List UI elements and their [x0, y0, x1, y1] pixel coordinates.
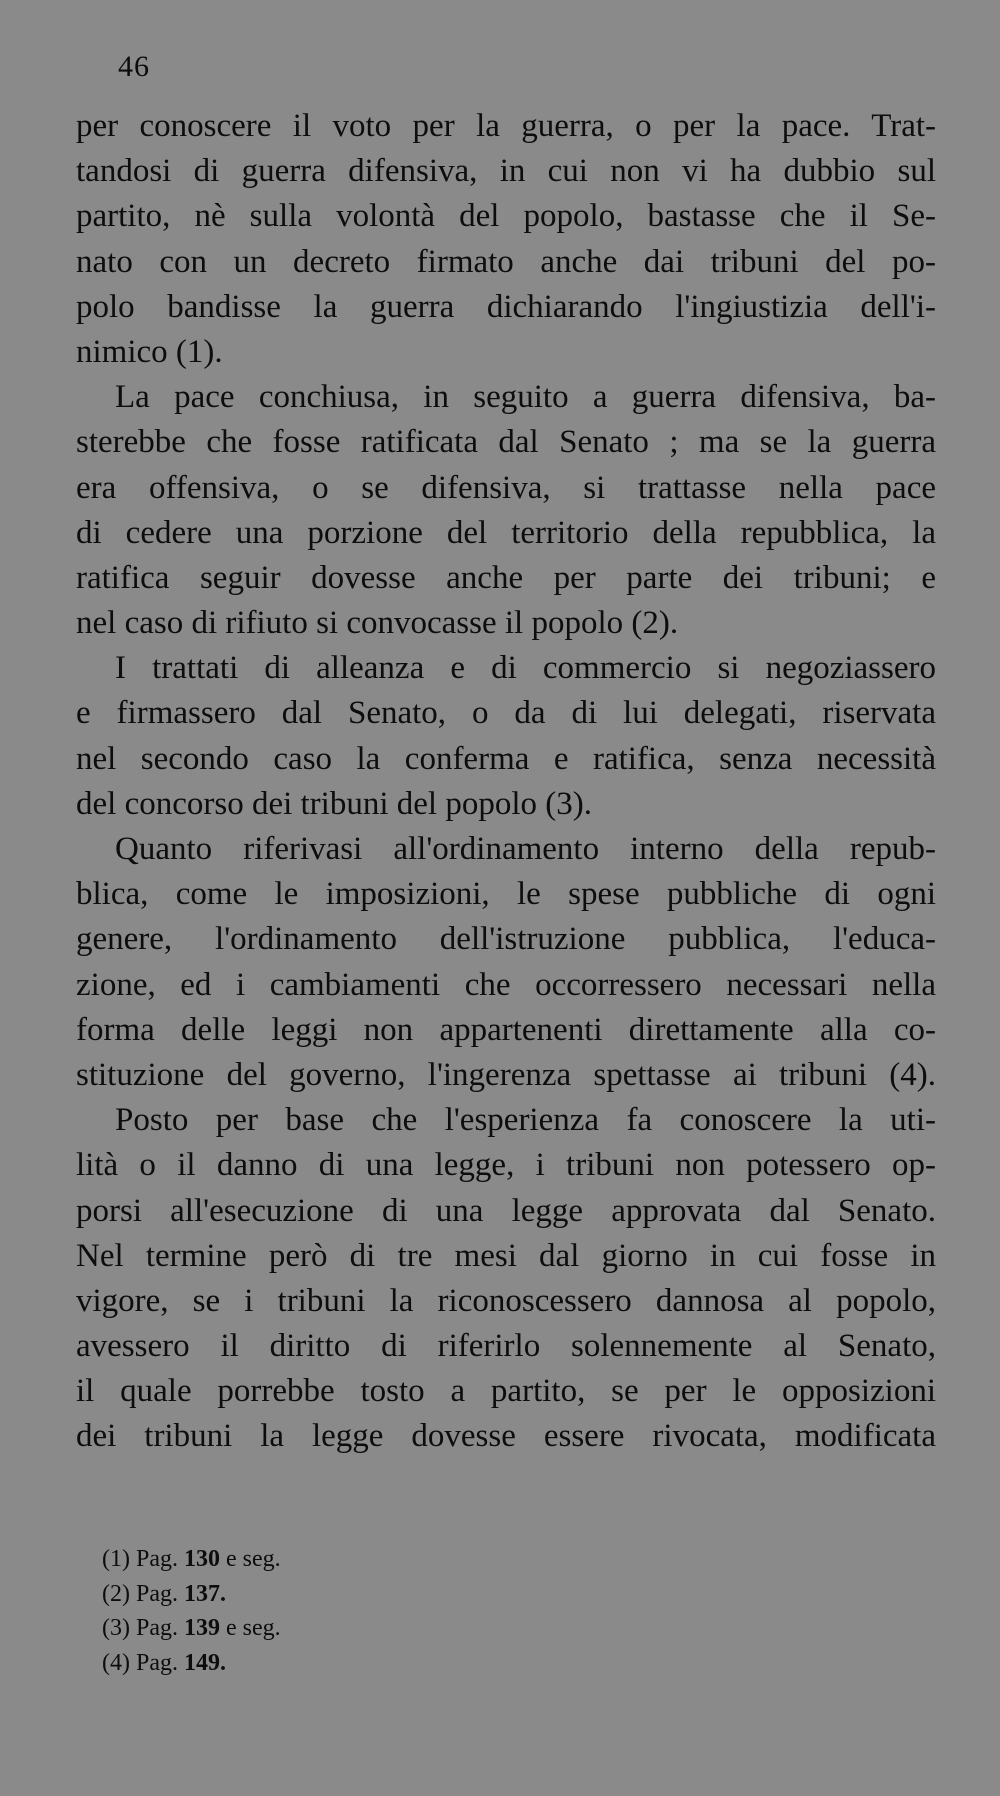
text-line: avessero il diritto di riferirlo solennemente al Senato,: [76, 1328, 936, 1365]
text-line: del concorso dei tribuni del popolo (3).: [76, 785, 592, 822]
text-line: e firmassero dal Senato, o da di lui delegati, riservata: [76, 695, 936, 732]
text-line: dei tribuni la legge dovesse essere rivocata, modificata: [76, 1418, 936, 1455]
text-line: genere, l'ordinamento dell'istruzione pubblica, l'educa-: [76, 921, 936, 958]
text-line: di cedere una porzione del territorio della repubblica, la: [76, 514, 936, 551]
text-line: nato con un decreto firmato anche dai tribuni del po-: [76, 243, 936, 280]
text-line: era offensiva, o se difensiva, si trattasse nella pace: [76, 469, 936, 506]
footnote-prefix: Pag.: [136, 1580, 178, 1607]
text-line: zione, ed i cambiamenti che occorressero necessari nella: [76, 966, 936, 1003]
text-line: sterebbe che fosse ratificata dal Senato ; ma se la guerra: [76, 424, 936, 461]
footnote: [102, 1646, 602, 1681]
text-line: forma delle leggi non appartenenti direttamente alla co-: [76, 1011, 936, 1048]
footnote: [102, 1577, 602, 1612]
footnote-suffix: e seg.: [226, 1546, 281, 1572]
footnote-prefix: Pag.: [136, 1615, 178, 1641]
footnote: [102, 1542, 602, 1577]
footnote-page-ref: 139: [184, 1615, 220, 1641]
footnote-number: (2): [102, 1580, 130, 1607]
text-line: Quanto riferivasi all'ordinamento interno della repub-: [115, 831, 936, 867]
text-line: nel secondo caso la conferma e ratifica, senza necessità: [76, 740, 936, 777]
page-number: 46: [118, 50, 150, 83]
footnote-page-ref: 149.: [184, 1649, 226, 1676]
text-line: La pace conchiusa, in seguito a guerra difensiva, ba-: [115, 379, 936, 416]
text-line: porsi all'esecuzione di una legge approvata dal Senato.: [76, 1192, 936, 1229]
text-line: ratifica seguir dovesse anche per parte dei tribuni; e: [76, 559, 936, 596]
footnote-number: (1): [102, 1546, 130, 1572]
text-line: polo bandisse la guerra dichiarando l'ingiustizia dell'i-: [76, 288, 936, 325]
text-line: vigore, se i tribuni la riconoscessero dannosa al popolo,: [76, 1282, 936, 1319]
footnote-page-ref: 137.: [184, 1580, 226, 1607]
text-line: nimico (1).: [76, 333, 223, 370]
text-line: per conoscere il voto per la guerra, o per la pace. Trat-: [76, 108, 936, 144]
footnote-page-ref: 130: [184, 1546, 220, 1572]
text-line: blica, come le imposizioni, le spese pubbliche di ogni: [76, 876, 936, 913]
footnote-suffix: e seg.: [226, 1615, 281, 1641]
text-line: I trattati di alleanza e di commercio si negoziassero: [115, 650, 936, 687]
text-line: il quale porrebbe tosto a partito, se per le opposizioni: [76, 1373, 936, 1410]
footnote-number: (4): [102, 1649, 130, 1676]
text-line: nel caso di rifiuto si convocasse il popolo (2).: [76, 605, 679, 642]
text-line: Posto per base che l'esperienza fa conoscere la uti-: [115, 1102, 936, 1139]
text-line: Nel termine però di tre mesi dal giorno in cui fosse in: [76, 1237, 936, 1274]
footnotes: [102, 1542, 602, 1680]
footnote-number: (3): [102, 1615, 130, 1641]
footnote-prefix: Pag.: [136, 1546, 178, 1572]
footnote-prefix: Pag.: [136, 1649, 178, 1676]
text-line: lità o il danno di una legge, i tribuni non potessero op-: [76, 1147, 936, 1184]
text-line: stituzione del governo, l'ingerenza spettasse ai tribuni (4).: [76, 1056, 936, 1093]
text-line: tandosi di guerra difensiva, in cui non vi ha dubbio sul: [76, 153, 936, 190]
body-text: [76, 104, 936, 1460]
footnote: [102, 1611, 602, 1646]
text-line: partito, nè sulla volontà del popolo, bastasse che il Se-: [76, 198, 936, 235]
